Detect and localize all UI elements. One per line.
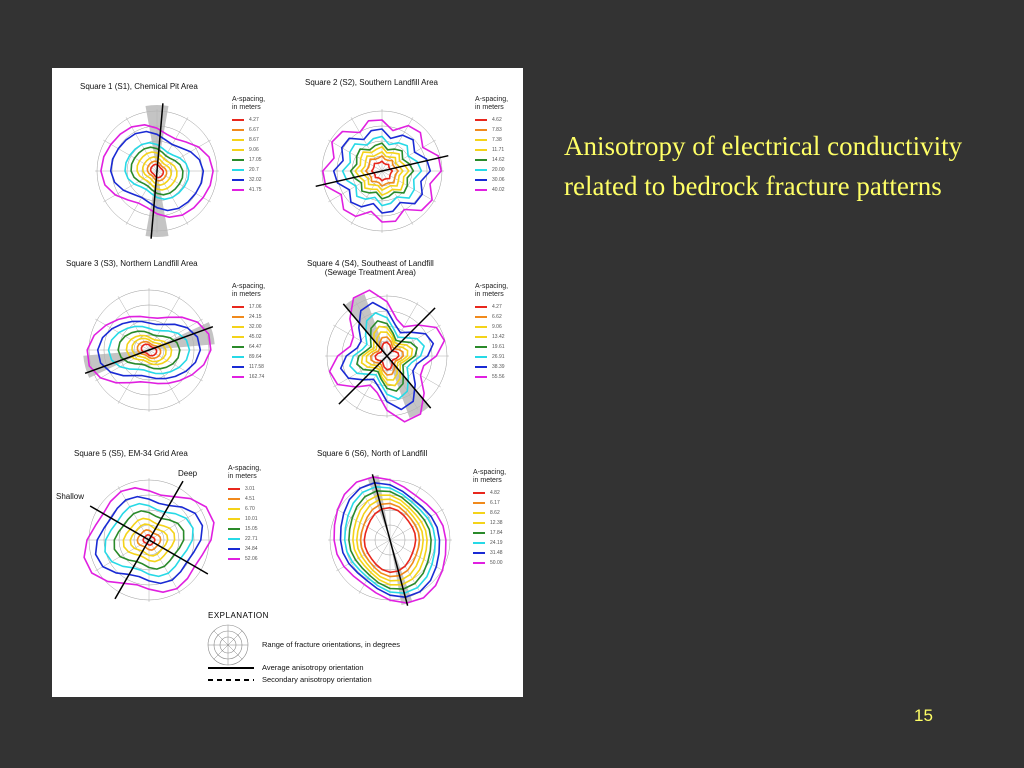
fracture-range-label: Range of fracture orientations, in degrees bbox=[262, 640, 400, 649]
legend-swatch bbox=[232, 356, 244, 358]
legend-rows bbox=[475, 115, 508, 195]
legend-swatch bbox=[232, 149, 244, 151]
legend-value: 4.62 bbox=[492, 117, 502, 123]
legend-value: 20.7 bbox=[249, 167, 259, 173]
panel-title: Square 4 (S4), Southeast of Landfill (Sewage Treatment Area) bbox=[307, 259, 434, 277]
shallow-label: Shallow bbox=[56, 492, 85, 501]
legend-value: 6.62 bbox=[492, 314, 502, 320]
legend-value: 32.00 bbox=[249, 324, 262, 330]
legend-value: 26.91 bbox=[492, 354, 505, 360]
legend-swatch bbox=[473, 512, 485, 514]
panel-s4 bbox=[287, 253, 523, 433]
legend bbox=[475, 283, 508, 382]
legend-swatch bbox=[473, 492, 485, 494]
legend-swatch bbox=[232, 159, 244, 161]
legend-swatch bbox=[475, 336, 487, 338]
legend-rows bbox=[228, 484, 261, 564]
legend-value: 41.75 bbox=[249, 187, 262, 193]
polar-plot bbox=[312, 281, 462, 431]
legend-entry bbox=[232, 115, 265, 125]
legend-value: 20.00 bbox=[492, 167, 505, 173]
legend-value: 40.02 bbox=[492, 187, 505, 193]
legend-rows bbox=[232, 115, 265, 195]
average-orientation-label: Average anisotropy orientation bbox=[262, 663, 364, 672]
legend-value: 8.67 bbox=[249, 137, 259, 143]
panel-s5 bbox=[52, 443, 287, 608]
legend-entry bbox=[228, 554, 261, 564]
legend-swatch bbox=[232, 129, 244, 131]
secondary-orientation-label: Secondary anisotropy orientation bbox=[262, 675, 372, 684]
legend-swatch bbox=[475, 316, 487, 318]
legend-value: 4.27 bbox=[249, 117, 259, 123]
legend-entry bbox=[228, 544, 261, 554]
legend-rows bbox=[473, 488, 506, 568]
panel-s2 bbox=[287, 68, 523, 248]
legend-entry bbox=[475, 145, 508, 155]
legend-swatch bbox=[475, 159, 487, 161]
legend-entry bbox=[475, 302, 508, 312]
legend-swatch bbox=[232, 376, 244, 378]
legend-value: 19.61 bbox=[492, 344, 505, 350]
deep-label: Deep bbox=[178, 469, 198, 478]
legend-value: 17.05 bbox=[249, 157, 262, 163]
legend-value: 12.38 bbox=[490, 520, 503, 526]
legend-value: 6.70 bbox=[245, 506, 255, 512]
legend-entry bbox=[475, 372, 508, 382]
legend-swatch bbox=[232, 366, 244, 368]
legend-value: 31.48 bbox=[490, 550, 503, 556]
legend-entry bbox=[475, 155, 508, 165]
legend-swatch bbox=[475, 119, 487, 121]
legend-value: 4.51 bbox=[245, 496, 255, 502]
legend-entry bbox=[475, 135, 508, 145]
legend-value: 6.67 bbox=[249, 127, 259, 133]
legend-swatch bbox=[473, 542, 485, 544]
fracture-range-icon bbox=[206, 623, 250, 667]
legend-entry bbox=[473, 528, 506, 538]
legend-swatch bbox=[475, 326, 487, 328]
legend-swatch bbox=[232, 316, 244, 318]
legend-value: 24.19 bbox=[490, 540, 503, 546]
legend-entry bbox=[473, 558, 506, 568]
legend-entry bbox=[232, 185, 265, 195]
legend-entry bbox=[228, 534, 261, 544]
legend-swatch bbox=[232, 336, 244, 338]
legend-rows bbox=[475, 302, 508, 382]
legend-title: A-spacing, in meters bbox=[228, 465, 262, 480]
legend-title: A-spacing, in meters bbox=[475, 283, 509, 298]
legend-swatch bbox=[232, 306, 244, 308]
legend-value: 55.56 bbox=[492, 374, 505, 380]
legend-value: 45.02 bbox=[249, 334, 262, 340]
legend-value: 10.01 bbox=[245, 516, 258, 522]
legend-value: 22.71 bbox=[245, 536, 258, 542]
legend-entry bbox=[232, 165, 265, 175]
legend-value: 117.58 bbox=[249, 364, 264, 370]
legend-swatch bbox=[475, 189, 487, 191]
legend-value: 3.01 bbox=[245, 486, 255, 492]
legend-value: 38.39 bbox=[492, 364, 505, 370]
legend-entry bbox=[228, 494, 261, 504]
legend-value: 7.38 bbox=[492, 137, 502, 143]
legend-swatch bbox=[228, 488, 240, 490]
legend-entry bbox=[475, 342, 508, 352]
legend-swatch bbox=[232, 189, 244, 191]
legend-entry bbox=[475, 322, 508, 332]
legend-swatch bbox=[475, 179, 487, 181]
legend-entry bbox=[475, 165, 508, 175]
legend-value: 52.06 bbox=[245, 556, 258, 562]
legend-entry bbox=[473, 518, 506, 528]
legend-value: 6.17 bbox=[490, 500, 500, 506]
legend-entry bbox=[475, 175, 508, 185]
legend-swatch bbox=[475, 139, 487, 141]
legend-value: 64.47 bbox=[249, 344, 262, 350]
legend bbox=[473, 469, 506, 568]
legend-value: 4.82 bbox=[490, 490, 500, 496]
legend-swatch bbox=[475, 169, 487, 171]
legend-entry bbox=[232, 342, 265, 352]
legend bbox=[232, 283, 265, 382]
legend-entry bbox=[473, 508, 506, 518]
panel-s6 bbox=[287, 443, 523, 608]
legend-swatch bbox=[473, 522, 485, 524]
legend-swatch bbox=[228, 548, 240, 550]
legend-entry bbox=[473, 548, 506, 558]
legend-entry bbox=[473, 538, 506, 548]
legend bbox=[232, 96, 265, 195]
legend-entry bbox=[473, 488, 506, 498]
legend-value: 17.84 bbox=[490, 530, 503, 536]
legend-title: A-spacing, in meters bbox=[232, 283, 266, 298]
polar-plot bbox=[74, 465, 224, 615]
legend-swatch bbox=[475, 366, 487, 368]
legend-value: 9.06 bbox=[492, 324, 502, 330]
polar-plot bbox=[74, 275, 224, 425]
legend-swatch bbox=[228, 538, 240, 540]
legend-value: 7.83 bbox=[492, 127, 502, 133]
secondary-line-icon bbox=[208, 677, 254, 683]
polar-plot bbox=[307, 96, 457, 246]
legend-entry bbox=[228, 514, 261, 524]
panel-title: Square 2 (S2), Southern Landfill Area bbox=[305, 78, 438, 87]
legend-value: 9.06 bbox=[249, 147, 259, 153]
legend-entry bbox=[228, 484, 261, 494]
legend-swatch bbox=[232, 119, 244, 121]
panel-title: Square 3 (S3), Northern Landfill Area bbox=[66, 259, 198, 268]
legend-value: 34.84 bbox=[245, 546, 258, 552]
legend-entry bbox=[475, 332, 508, 342]
legend-entry bbox=[475, 352, 508, 362]
panel-title: Square 5 (S5), EM-34 Grid Area bbox=[74, 449, 188, 458]
legend-swatch bbox=[475, 356, 487, 358]
legend-title: A-spacing, in meters bbox=[232, 96, 266, 111]
legend-swatch bbox=[232, 326, 244, 328]
legend-rows bbox=[232, 302, 265, 382]
panel-title: Square 1 (S1), Chemical Pit Area bbox=[80, 82, 198, 91]
legend-value: 32.02 bbox=[249, 177, 262, 183]
legend-value: 162.74 bbox=[249, 374, 265, 380]
legend-swatch bbox=[228, 528, 240, 530]
legend-entry bbox=[473, 498, 506, 508]
legend-value: 89.64 bbox=[249, 354, 262, 360]
legend-entry bbox=[232, 135, 265, 145]
legend-entry bbox=[475, 125, 508, 135]
legend-value: 8.62 bbox=[490, 510, 500, 516]
slide-title: Anisotropy of electrical conductivity related to bedrock fracture patterns bbox=[564, 131, 963, 201]
legend-value: 4.27 bbox=[492, 304, 502, 310]
legend-value: 17.06 bbox=[249, 304, 262, 310]
legend-entry bbox=[232, 362, 265, 372]
legend-swatch bbox=[475, 306, 487, 308]
legend-entry bbox=[232, 332, 265, 342]
legend-swatch bbox=[228, 498, 240, 500]
legend-entry bbox=[228, 504, 261, 514]
legend-entry bbox=[228, 524, 261, 534]
legend-swatch bbox=[473, 532, 485, 534]
legend-entry bbox=[232, 312, 265, 322]
average-line-icon bbox=[208, 665, 254, 671]
legend-entry bbox=[232, 125, 265, 135]
explanation bbox=[202, 611, 502, 693]
legend-swatch bbox=[232, 179, 244, 181]
legend-value: 50.00 bbox=[490, 560, 503, 566]
legend bbox=[228, 465, 261, 564]
legend-swatch bbox=[232, 169, 244, 171]
legend-title: A-spacing, in meters bbox=[475, 96, 509, 111]
legend-value: 14.62 bbox=[492, 157, 505, 163]
legend-swatch bbox=[228, 508, 240, 510]
legend bbox=[475, 96, 508, 195]
polar-plot bbox=[315, 465, 465, 615]
legend-entry bbox=[232, 322, 265, 332]
legend-title: A-spacing, in meters bbox=[473, 469, 507, 484]
legend-value: 15.05 bbox=[245, 526, 258, 532]
legend-value: 24.15 bbox=[249, 314, 262, 320]
legend-entry bbox=[232, 155, 265, 165]
legend-value: 30.06 bbox=[492, 177, 505, 183]
legend-value: 11.71 bbox=[492, 147, 505, 153]
legend-entry bbox=[475, 115, 508, 125]
legend-entry bbox=[475, 312, 508, 322]
panel-s1 bbox=[52, 68, 287, 248]
legend-entry bbox=[232, 372, 265, 382]
legend-entry bbox=[232, 352, 265, 362]
legend-entry bbox=[232, 145, 265, 155]
legend-swatch bbox=[473, 562, 485, 564]
polar-plot bbox=[82, 96, 232, 246]
legend-swatch bbox=[473, 552, 485, 554]
legend-swatch bbox=[232, 139, 244, 141]
slide-number: 15 bbox=[914, 706, 933, 725]
legend-swatch bbox=[232, 346, 244, 348]
panel-s3 bbox=[52, 253, 287, 433]
legend-swatch bbox=[475, 129, 487, 131]
legend-swatch bbox=[475, 346, 487, 348]
anisotropy-figure bbox=[52, 68, 523, 697]
legend-swatch bbox=[475, 149, 487, 151]
legend-entry bbox=[475, 362, 508, 372]
legend-entry bbox=[475, 185, 508, 195]
legend-swatch bbox=[475, 376, 487, 378]
legend-value: 13.42 bbox=[492, 334, 505, 340]
legend-swatch bbox=[228, 518, 240, 520]
legend-entry bbox=[232, 175, 265, 185]
panel-title: Square 6 (S6), North of Landfill bbox=[317, 449, 428, 458]
legend-entry bbox=[232, 302, 265, 312]
explanation-title: EXPLANATION bbox=[208, 611, 269, 620]
legend-swatch bbox=[473, 502, 485, 504]
legend-swatch bbox=[228, 558, 240, 560]
